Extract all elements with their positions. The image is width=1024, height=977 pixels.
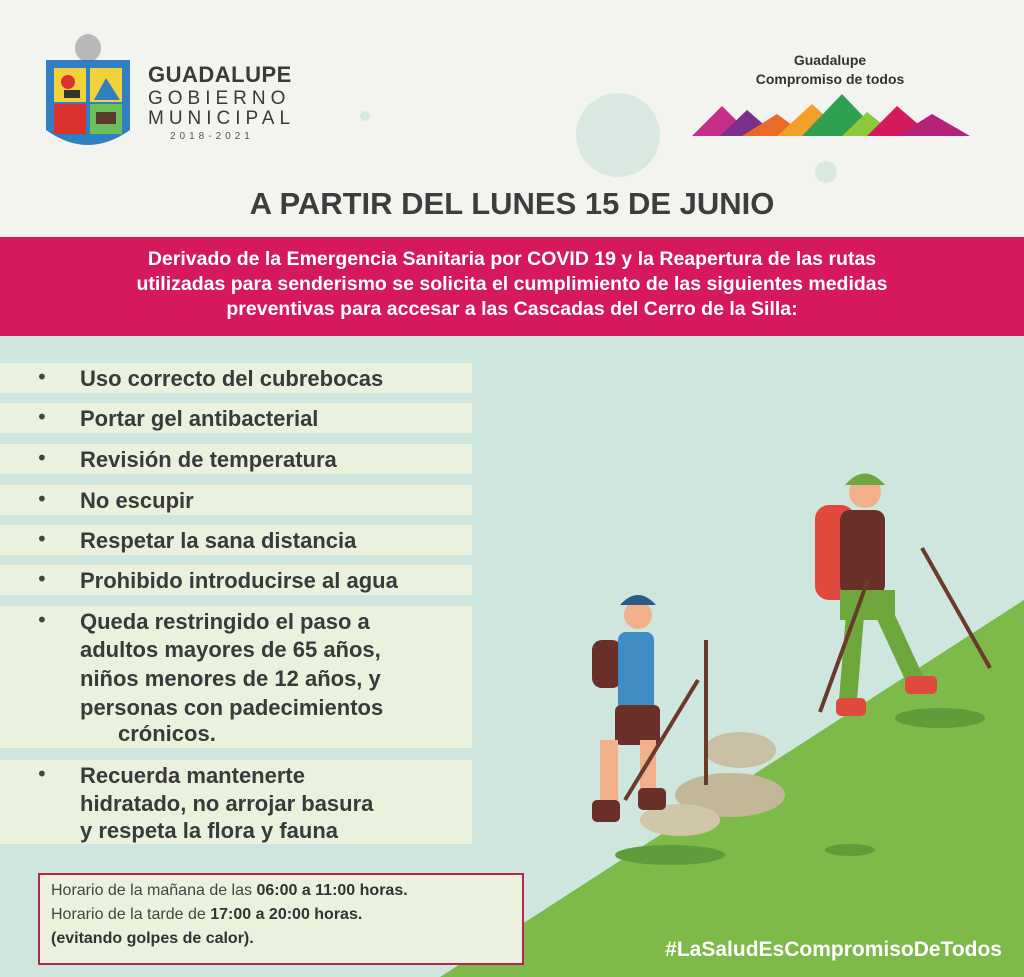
list-item	[0, 606, 472, 748]
hashtag: #LaSaludEsCompromisoDeTodos	[665, 938, 1002, 961]
measure-text: Revisión de temperatura	[80, 447, 337, 472]
notice-banner	[0, 237, 1024, 336]
list-item	[0, 760, 472, 844]
banner-line-3: preventivas para accesar a las Cascadas del Cerro de la Silla:	[226, 298, 798, 320]
bullet-icon: •	[36, 405, 48, 429]
morning-schedule	[51, 882, 408, 900]
bullet-icon: •	[36, 567, 48, 591]
page-headline: A PARTIR DEL LUNES 15 DE JUNIO	[249, 186, 775, 221]
bullet-icon: •	[36, 487, 48, 511]
afternoon-hours: 17:00 a 20:00 horas.	[210, 906, 363, 923]
bullet-icon: •	[36, 446, 48, 470]
measure-text: Respetar la sana distancia	[80, 528, 357, 553]
list-item	[0, 525, 472, 555]
measure-text-line: y respeta la flora y fauna	[80, 818, 338, 843]
logo-title: GUADALUPE	[148, 62, 292, 87]
slogan-line-2: Compromiso de todos	[755, 71, 905, 87]
schedule-box	[38, 873, 524, 965]
banner-line-2: utilizadas para senderismo se solicita el cumplimiento de las siguientes medidas	[136, 273, 888, 295]
bullet-icon: •	[36, 608, 48, 632]
municipal-shield-logo	[44, 30, 132, 158]
bullet-icon: •	[36, 365, 48, 389]
list-item	[0, 444, 472, 474]
logo-subtitle-2: MUNICIPAL	[148, 108, 296, 129]
list-item	[0, 403, 472, 433]
schedule-note	[51, 930, 254, 948]
bullet-icon: •	[36, 762, 48, 786]
slogan-line-1: Guadalupe	[793, 52, 867, 68]
measure-text-line: Recuerda mantenerte	[80, 763, 305, 788]
measure-text-line: Queda restringido el paso a	[80, 609, 370, 634]
measure-text-line: crónicos.	[118, 721, 216, 746]
logo-subtitle-1: GOBIERNO	[148, 88, 291, 109]
afternoon-schedule	[51, 906, 362, 924]
afternoon-label: Horario de la tarde de	[51, 906, 211, 923]
banner-line-1: Derivado de la Emergencia Sanitaria por COVID 19 y la Reapertura de las rutas	[147, 248, 877, 270]
morning-hours: 06:00 a 11:00 horas.	[256, 882, 408, 899]
measure-text-line: adultos mayores de 65 años,	[80, 637, 381, 662]
list-item	[0, 363, 472, 393]
morning-label: Horario de la mañana de las	[51, 882, 257, 899]
measure-text-line: personas con padecimientos	[80, 695, 384, 720]
list-item	[0, 485, 472, 515]
measure-text-line: hidratado, no arrojar basura	[80, 791, 374, 816]
bullet-icon: •	[36, 527, 48, 551]
measure-text: Uso correcto del cubrebocas	[80, 366, 384, 391]
measure-text: No escupir	[80, 488, 194, 513]
measure-text: Portar gel antibacterial	[80, 406, 319, 431]
schedule-note-text: (evitando golpes de calor).	[51, 930, 254, 947]
measure-text-line: niños menores de 12 años, y	[80, 666, 381, 691]
logo-years: 2018-2021	[170, 131, 254, 142]
measure-text: Prohibido introducirse al agua	[80, 568, 398, 593]
list-item	[0, 565, 472, 595]
colorful-mountains-logo	[692, 94, 972, 138]
